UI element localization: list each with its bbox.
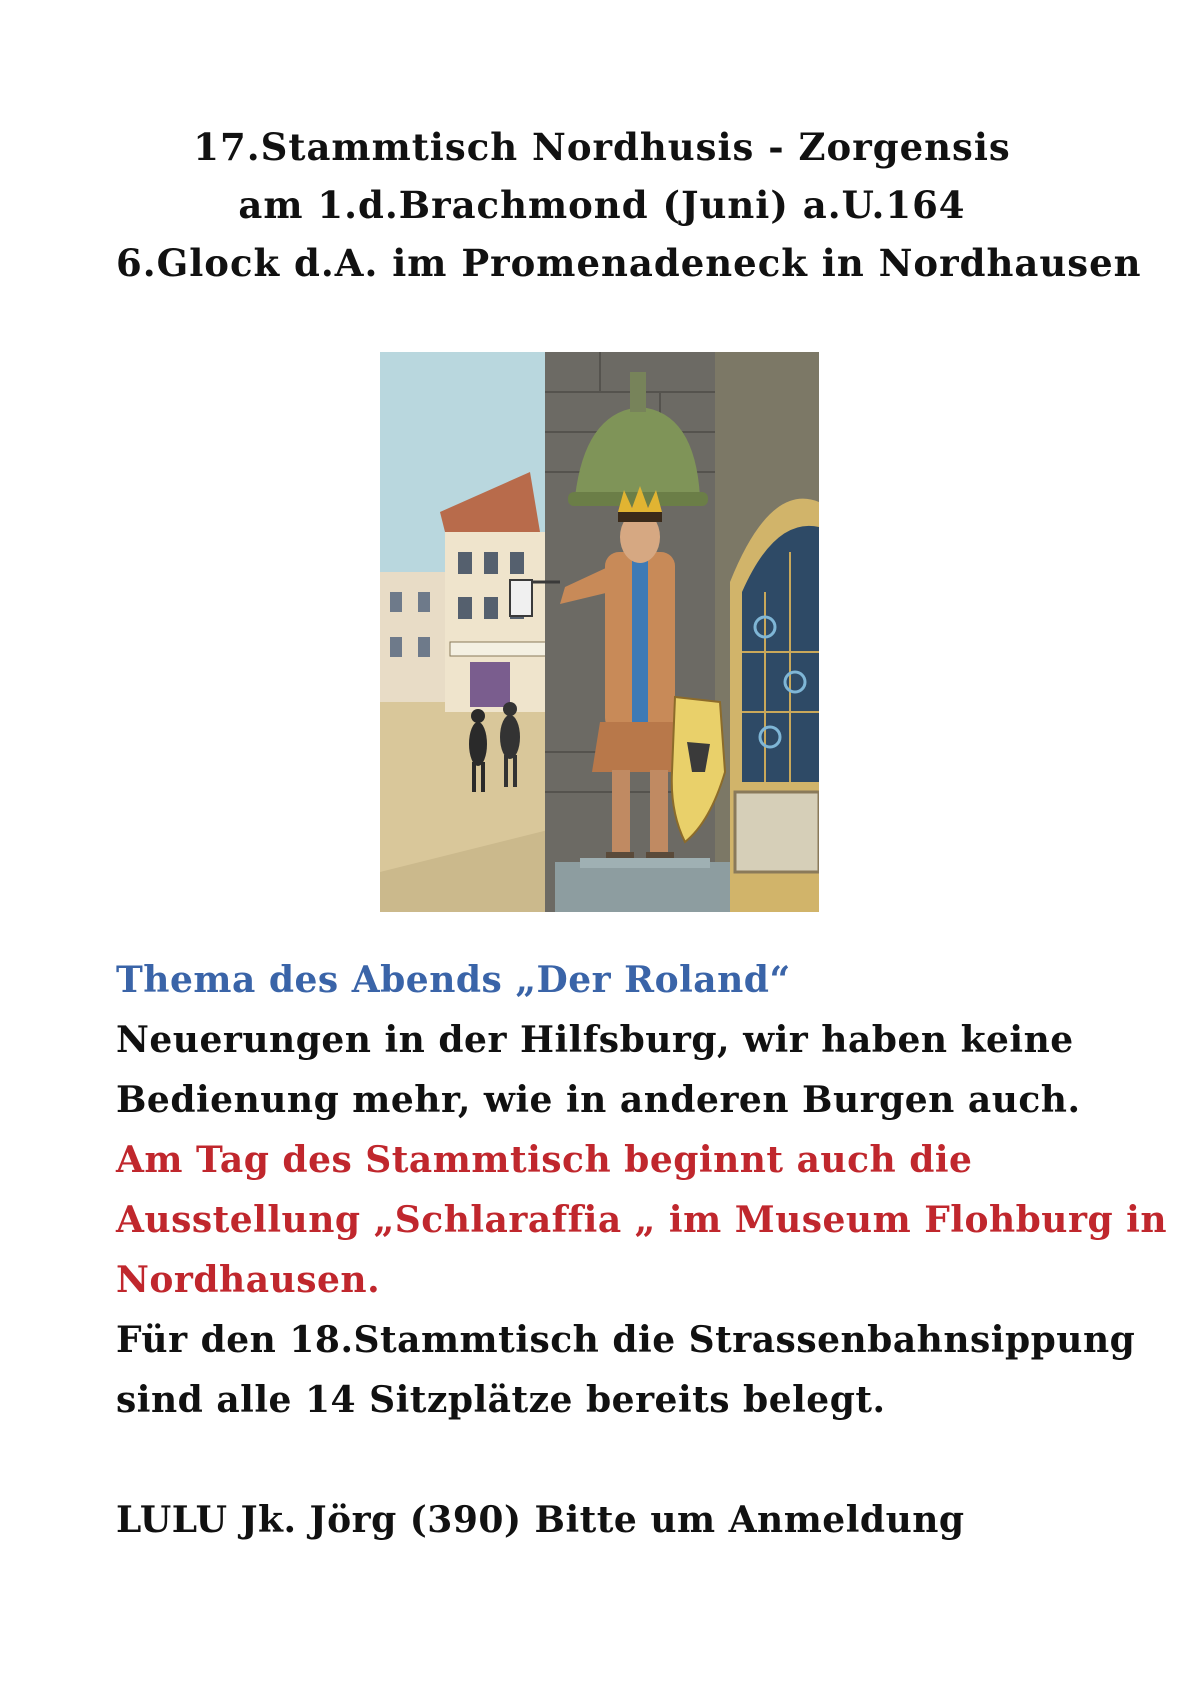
announcement-body: [116, 950, 1168, 1550]
next-meeting-line-2: sind alle 14 Sitzplätze bereits belegt.: [116, 1379, 886, 1421]
signoff-line: LULU Jk. Jörg (390) Bitte um Anmeldung: [116, 1499, 965, 1541]
roland-statue-illustration-icon: [380, 352, 819, 912]
news-line-1: Neuerungen in der Hilfsburg, wir haben keine: [116, 1019, 1074, 1061]
news-line-2: Bedienung mehr, wie in anderen Burgen auch.: [116, 1079, 1081, 1121]
header-line-place: 6.Glock d.A. im Promenadeneck in Nordhausen: [116, 241, 1142, 285]
header-line-title: 17.Stammtisch Nordhusis - Zorgensis: [193, 125, 1011, 169]
announcement-header: [0, 118, 1190, 292]
roland-statue-photo: [380, 352, 819, 912]
exhibition-line-2: Ausstellung „Schlaraffia „ im Museum Flohburg in: [116, 1199, 1168, 1241]
header-line-date: am 1.d.Brachmond (Juni) a.U.164: [238, 183, 966, 227]
theme-line: Thema des Abends „Der Roland“: [116, 959, 791, 1001]
exhibition-line-1: Am Tag des Stammtisch beginnt auch die: [116, 1139, 973, 1181]
next-meeting-line-1: Für den 18.Stammtisch die Strassenbahnsippung: [116, 1319, 1136, 1361]
exhibition-line-3: Nordhausen.: [116, 1259, 381, 1301]
